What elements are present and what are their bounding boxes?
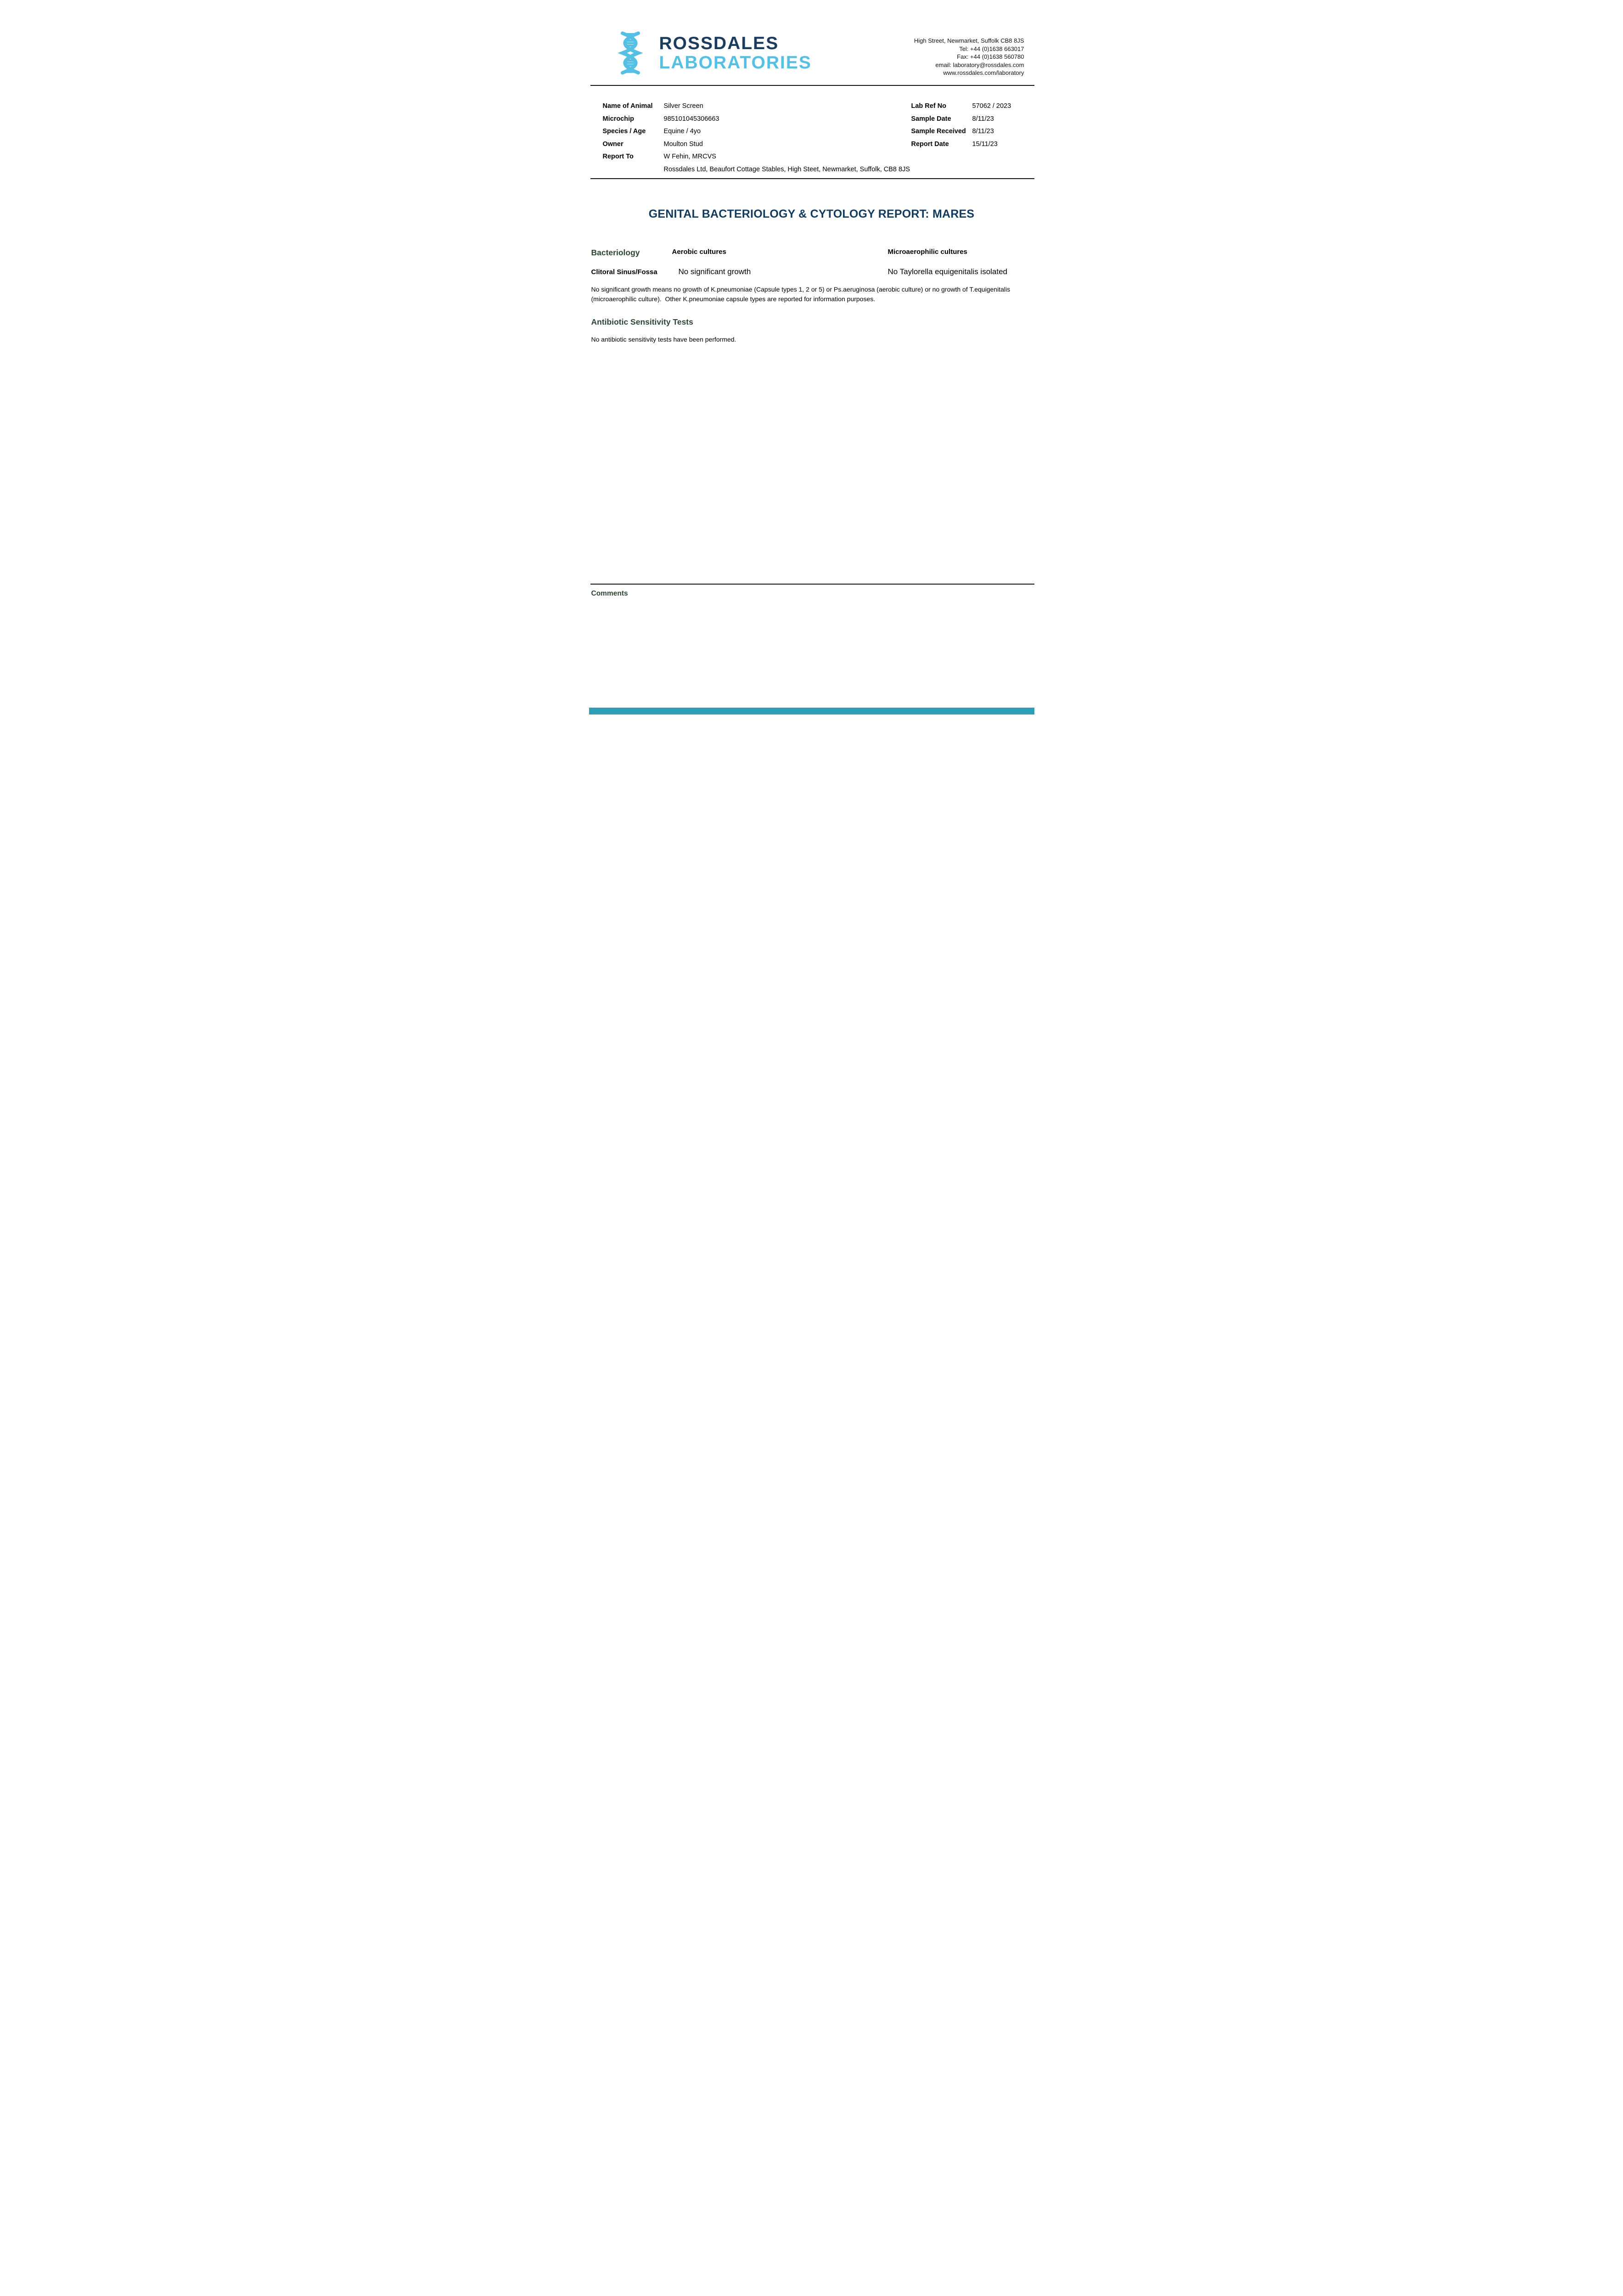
sample-info-section: [911, 100, 1011, 151]
info-value: 57062 / 2023: [972, 102, 1011, 110]
info-value: Moulton Stud: [663, 140, 703, 148]
aerobic-cultures-column-header: Aerobic cultures: [672, 248, 726, 256]
info-value: 985101045306663: [663, 115, 719, 123]
microaerophilic-result: No Taylorella equigenitalis isolated: [887, 267, 1008, 276]
microaerophilic-cultures-column-header: Microaerophilic cultures: [887, 248, 967, 256]
info-label: Sample Date: [911, 115, 951, 123]
info-label: Microchip: [602, 115, 634, 123]
info-value: Silver Screen: [663, 102, 703, 110]
info-label: Sample Received: [911, 128, 966, 135]
logo-wordmark-line1: ROSSDALES: [659, 34, 779, 53]
bacteriology-result-row: [591, 267, 1034, 281]
contact-website: www.rossdales.com/laboratory: [943, 69, 1024, 76]
info-label: Report To: [602, 153, 634, 160]
info-row-sample-date: [911, 113, 1011, 126]
report-title: GENITAL BACTERIOLOGY & CYTOLOGY REPORT: MARES: [648, 208, 975, 220]
info-row-lab-ref: [911, 100, 1011, 113]
info-label: Lab Ref No: [911, 102, 947, 110]
info-value: Rossdales Ltd, Beaufort Cottage Stables, High Steet, Newmarket, Suffolk, CB8 8JS: [663, 165, 910, 173]
contact-email: email: laboratory@rossdales.com: [935, 61, 1024, 68]
lab-contact-block: [914, 37, 1024, 77]
info-value: 15/11/23: [972, 140, 998, 148]
bacteriology-header-row: [591, 248, 1034, 261]
info-row-report-date: [911, 138, 1011, 151]
contact-fax: Fax: +44 (0)1638 560780: [957, 53, 1024, 60]
antibiotic-sensitivity-text: No antibiotic sensitivity tests have been performed.: [591, 336, 736, 343]
report-page: [559, 0, 1064, 715]
divider-top: [590, 85, 1034, 86]
divider-comments: [590, 584, 1034, 585]
aerobic-result: No significant growth: [678, 267, 751, 276]
logo-wordmark: [659, 34, 812, 73]
info-value: W Fehin, MRCVS: [663, 153, 716, 160]
info-label: Report Date: [911, 140, 949, 148]
info-label: Species / Age: [602, 128, 646, 135]
contact-tel: Tel: +44 (0)1638 663017: [959, 45, 1024, 52]
bacteriology-note: No significant growth means no growth of K.pneumoniae (Capsule types 1, 2 or 5) or Ps.aeruginosa (aerobic culture) or no growth of T.equigenitalis (microaerophilic culture). Other K.pneumoniae capsule types are reported for information purposes.: [591, 286, 1012, 303]
comments-heading: Comments: [591, 590, 628, 597]
info-label: [603, 163, 664, 176]
antibiotic-sensitivity-heading: Antibiotic Sensitivity Tests: [591, 317, 693, 326]
animal-info-section: [603, 100, 1034, 176]
info-row-sample-received: [911, 125, 1011, 138]
footer-accent-bar: [589, 708, 1034, 715]
logo-wordmark-line2: LABORATORIES: [659, 53, 812, 73]
bacteriology-heading: Bacteriology: [591, 248, 640, 257]
info-row-report-to: [603, 151, 1034, 163]
site-label: Clitoral Sinus/Fossa: [591, 268, 657, 276]
info-value: Equine / 4yo: [663, 128, 701, 135]
bacteriology-section: [591, 248, 1034, 304]
info-row-report-to-address: [603, 163, 1034, 176]
divider-header: [590, 178, 1034, 179]
info-value: 8/11/23: [972, 128, 994, 135]
contact-address: High Street, Newmarket, Suffolk CB8 8JS: [914, 37, 1024, 44]
info-value: 8/11/23: [972, 115, 994, 123]
info-label: Name of Animal: [602, 102, 653, 110]
info-label: Owner: [602, 140, 623, 148]
dna-helix-icon: [610, 31, 651, 76]
